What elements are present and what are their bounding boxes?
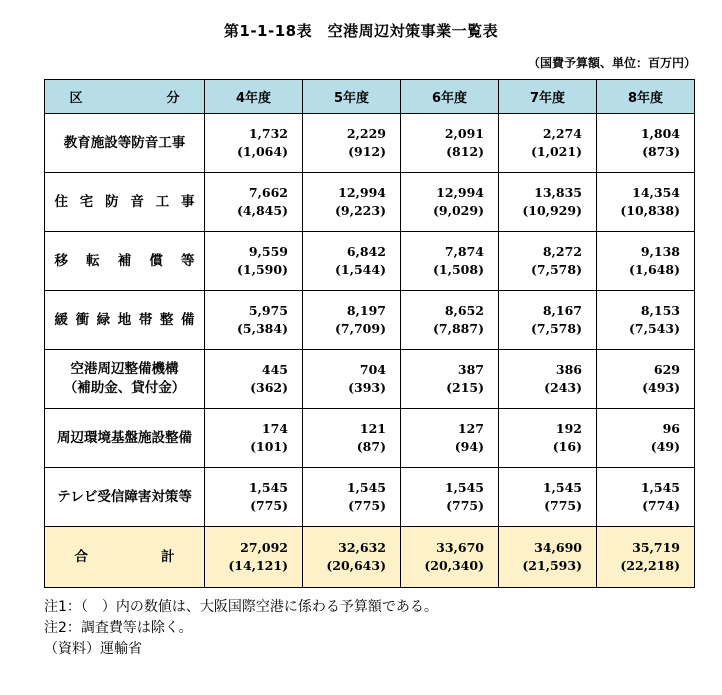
value-cell	[205, 409, 303, 468]
note-1: 注1：（ ）内の数値は、大阪国際空港に係わる予算額である。	[44, 599, 438, 615]
total-row	[45, 527, 695, 588]
value-total: 12,994	[436, 185, 484, 200]
value-cell	[499, 232, 597, 291]
value-osaka: (49)	[650, 439, 680, 454]
value-total: 14,354	[632, 185, 680, 200]
value-total: 5,975	[248, 303, 288, 318]
value-osaka: (243)	[544, 380, 582, 395]
value-cell	[401, 232, 499, 291]
value-cell	[597, 409, 695, 468]
row-label	[45, 232, 205, 291]
header-year: 8年度	[597, 80, 695, 114]
value-cell	[401, 114, 499, 173]
value-osaka: (7,578)	[531, 262, 582, 277]
value-osaka: (1,544)	[335, 262, 386, 277]
value-osaka: (1,508)	[433, 262, 484, 277]
value-total: 121	[359, 421, 386, 436]
table-row	[45, 350, 695, 409]
value-total: 8,652	[444, 303, 484, 318]
value-osaka: (393)	[348, 380, 386, 395]
value-cell	[499, 114, 597, 173]
value-cell	[205, 527, 303, 588]
value-total: 704	[359, 362, 386, 377]
header-row	[45, 80, 695, 114]
value-total: 6,842	[346, 244, 386, 259]
value-osaka: (10,929)	[522, 203, 582, 218]
value-total: 7,662	[248, 185, 288, 200]
value-osaka: (1,021)	[531, 144, 582, 159]
value-total: 1,545	[444, 480, 484, 495]
value-osaka: (215)	[446, 380, 484, 395]
value-osaka: (87)	[356, 439, 386, 454]
table-row	[45, 114, 695, 173]
value-cell	[205, 350, 303, 409]
value-total: 8,153	[640, 303, 680, 318]
row-label-text: テレビ受信障害対策等	[57, 488, 192, 505]
value-osaka: (775)	[348, 498, 386, 513]
note-2: 注2：調査費等は除く。	[44, 620, 193, 636]
table-row	[45, 232, 695, 291]
value-cell	[303, 232, 401, 291]
value-total: 33,670	[436, 540, 484, 555]
value-total: 9,138	[640, 244, 680, 259]
table-row	[45, 468, 695, 527]
notes	[44, 597, 438, 660]
value-total: 8,272	[542, 244, 582, 259]
value-cell	[401, 173, 499, 232]
value-cell	[499, 173, 597, 232]
value-total: 445	[261, 362, 288, 377]
value-total: 8,197	[346, 303, 386, 318]
row-label-text: 空港周辺整備機構	[70, 361, 179, 377]
value-total: 32,632	[338, 540, 386, 555]
row-label-text: 合 計	[74, 548, 175, 565]
value-cell	[597, 232, 695, 291]
header-category: 区 分	[45, 80, 205, 114]
value-osaka: (1,064)	[237, 144, 288, 159]
value-osaka: (14,121)	[228, 558, 288, 573]
value-osaka: (775)	[544, 498, 582, 513]
value-cell	[205, 114, 303, 173]
value-total: 192	[555, 421, 582, 436]
row-label	[45, 409, 205, 468]
value-total: 629	[653, 362, 680, 377]
value-cell	[597, 468, 695, 527]
value-total: 1,545	[346, 480, 386, 495]
row-label	[45, 114, 205, 173]
value-total: 2,274	[542, 126, 582, 141]
value-cell	[597, 114, 695, 173]
value-osaka: (812)	[446, 144, 484, 159]
value-osaka: (775)	[250, 498, 288, 513]
table-row	[45, 173, 695, 232]
value-total: 1,804	[640, 126, 680, 141]
header-year: 5年度	[303, 80, 401, 114]
value-osaka: (1,590)	[237, 262, 288, 277]
row-label	[45, 173, 205, 232]
value-total: 1,732	[248, 126, 288, 141]
value-cell	[303, 350, 401, 409]
total-label	[45, 527, 205, 588]
value-total: 127	[457, 421, 484, 436]
value-cell	[303, 409, 401, 468]
value-cell	[401, 291, 499, 350]
value-osaka: (912)	[348, 144, 386, 159]
value-total: 386	[555, 362, 582, 377]
value-total: 1,545	[248, 480, 288, 495]
value-total: 8,167	[542, 303, 582, 318]
table-row	[45, 291, 695, 350]
unit-label: （国費予算額、単位：百万円）	[527, 56, 696, 70]
value-cell	[499, 350, 597, 409]
value-cell	[303, 114, 401, 173]
value-total: 34,690	[534, 540, 582, 555]
value-cell	[499, 527, 597, 588]
value-osaka: (7,887)	[433, 321, 484, 336]
header-year: 4年度	[205, 80, 303, 114]
row-label-text: 住宅防音工事	[54, 193, 195, 210]
value-osaka: (16)	[552, 439, 582, 454]
header-year: 7年度	[499, 80, 597, 114]
row-label	[45, 291, 205, 350]
value-osaka: (101)	[250, 439, 288, 454]
value-total: 2,229	[346, 126, 386, 141]
value-total: 174	[261, 421, 288, 436]
value-osaka: (9,223)	[335, 203, 386, 218]
value-total: 2,091	[444, 126, 484, 141]
value-cell	[597, 173, 695, 232]
value-total: 35,719	[632, 540, 680, 555]
value-osaka: (7,709)	[335, 321, 386, 336]
value-osaka: (20,643)	[326, 558, 386, 573]
value-total: 13,835	[534, 185, 582, 200]
value-osaka: (5,384)	[237, 321, 288, 336]
value-cell	[597, 291, 695, 350]
value-total: 7,874	[444, 244, 484, 259]
value-cell	[597, 527, 695, 588]
value-cell	[499, 468, 597, 527]
value-osaka: (7,578)	[531, 321, 582, 336]
value-cell	[401, 409, 499, 468]
value-total: 1,545	[542, 480, 582, 495]
value-total: 1,545	[640, 480, 680, 495]
header-year: 6年度	[401, 80, 499, 114]
value-cell	[401, 350, 499, 409]
value-osaka: (21,593)	[522, 558, 582, 573]
value-cell	[205, 291, 303, 350]
value-osaka: (493)	[642, 380, 680, 395]
value-osaka: (1,648)	[629, 262, 680, 277]
value-cell	[303, 291, 401, 350]
value-osaka: (7,543)	[629, 321, 680, 336]
value-osaka: (94)	[454, 439, 484, 454]
value-cell	[499, 409, 597, 468]
row-label-subtext: （補助金、貸付金）	[63, 380, 186, 396]
value-total: 9,559	[248, 244, 288, 259]
value-total: 27,092	[240, 540, 288, 555]
value-cell	[303, 468, 401, 527]
value-cell	[499, 291, 597, 350]
row-label-text: 周辺環境基盤施設整備	[57, 429, 192, 446]
value-osaka: (10,838)	[620, 203, 680, 218]
budget-table	[44, 79, 695, 588]
value-cell	[401, 468, 499, 527]
value-total: 387	[457, 362, 484, 377]
value-cell	[205, 173, 303, 232]
value-cell	[401, 527, 499, 588]
row-label	[45, 350, 205, 409]
value-osaka: (4,845)	[237, 203, 288, 218]
row-label-text: 移転補償等	[54, 252, 195, 269]
value-cell	[205, 468, 303, 527]
value-osaka: (20,340)	[424, 558, 484, 573]
source-note: （資料）運輸省	[44, 641, 142, 657]
value-osaka: (873)	[642, 144, 680, 159]
value-cell	[597, 350, 695, 409]
table-row	[45, 409, 695, 468]
value-total: 96	[662, 421, 680, 436]
value-cell	[205, 232, 303, 291]
value-osaka: (774)	[642, 498, 680, 513]
value-cell	[303, 527, 401, 588]
row-label-text: 緩衝緑地帯整備	[54, 311, 195, 328]
value-total: 12,994	[338, 185, 386, 200]
value-cell	[303, 173, 401, 232]
value-osaka: (9,029)	[433, 203, 484, 218]
value-osaka: (362)	[250, 380, 288, 395]
table-title: 第1-1-18表 空港周辺対策事業一覧表	[223, 22, 499, 40]
row-label-text: 教育施設等防音工事	[63, 134, 186, 151]
value-osaka: (775)	[446, 498, 484, 513]
value-osaka: (22,218)	[620, 558, 680, 573]
row-label	[45, 468, 205, 527]
